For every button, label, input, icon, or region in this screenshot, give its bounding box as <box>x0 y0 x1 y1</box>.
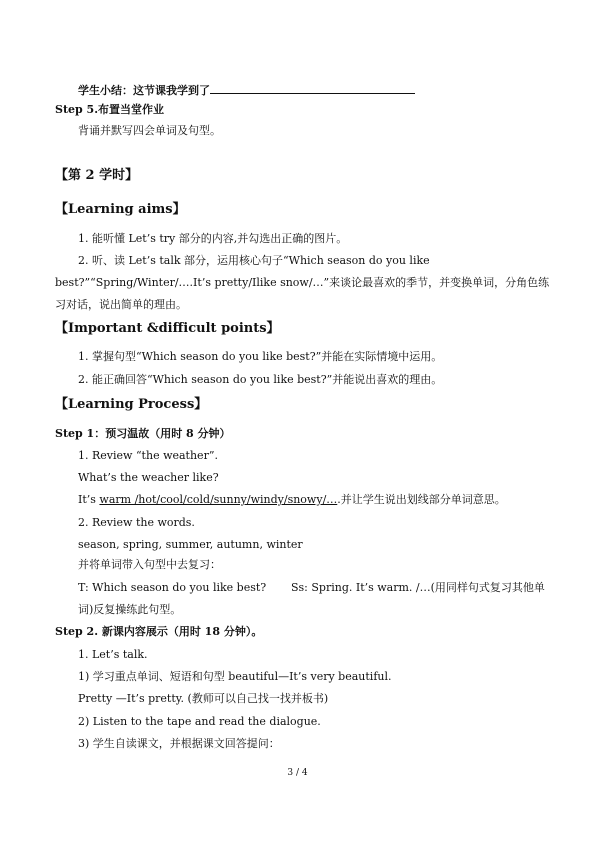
step2-point-3: 3) 学生自读课文，并根据课文回答提问： <box>78 737 280 750</box>
aims-item-2-line-3: 习对话，说出简单的理由。 <box>55 298 187 311</box>
lesson2-heading: 【第 2 学时】 <box>55 168 139 183</box>
step2-lets-talk: 1. Let’s talk. <box>78 648 148 661</box>
step1-dialog-students: Ss: Spring. It’s warm. /…(用同样句式复习其他单 <box>291 581 545 594</box>
step1-question: What’s the weacher like? <box>78 471 219 484</box>
step1-answer-underlined: warm /hot/cool/cold/sunny/windy/snowy/… <box>99 493 338 506</box>
step1-dialog-continued: 词)反复操练此句型。 <box>78 603 182 616</box>
step1-dialog-teacher: T: Which season do you like best? <box>78 581 267 594</box>
aims-item-2-line-2: best?”“Spring/Winter/….It’s pretty/Ilike snow/…”来谈论最喜欢的季节，并变换单词，分角色练 <box>55 276 550 289</box>
step1-answer-prefix: It’s <box>78 493 100 506</box>
aims-item-1: 1. 能听懂 Let’s try 部分的内容,并勾选出正确的图片。 <box>78 232 348 245</box>
step1-answer-suffix: .并让学生说出划线部分单词意思。 <box>337 493 506 506</box>
points-item-2: 2. 能正确回答“Which season do you like best?”并能说出喜欢的理由。 <box>78 373 443 386</box>
step2-pretty: Pretty —It’s pretty. (教师可以自己找一找并板书) <box>78 692 329 705</box>
step2-point-1: 1) 学习重点单词、短语和句型 beautiful—It’s very beautiful. <box>78 670 392 683</box>
summary-line <box>78 82 415 98</box>
aims-heading: 【Learning aims】 <box>55 202 186 217</box>
step1-review-weather: 1. Review “the weather”. <box>78 449 218 462</box>
step1-word-list: season, spring, summer, autumn, winter <box>78 538 303 551</box>
points-item-1: 1. 掌握句型“Which season do you like best?”并能在实际情境中运用。 <box>78 350 443 363</box>
step1-review-words: 2. Review the words. <box>78 516 195 529</box>
step5-title: Step 5.布置当堂作业 <box>55 103 165 116</box>
step1-answer <box>78 493 506 507</box>
points-heading: 【Important &difficult points】 <box>55 321 280 336</box>
process-heading: 【Learning Process】 <box>55 397 208 412</box>
step1-title: Step 1：预习温故（用时 8 分钟） <box>55 427 231 440</box>
step1-bring-into-sentence: 并将单词带入句型中去复习： <box>78 558 221 571</box>
step5-body: 背诵并默写四会单词及句型。 <box>78 124 221 137</box>
step2-point-2: 2) Listen to the tape and read the dialogue. <box>78 715 321 728</box>
aims-item-2-line-1: 2. 听、读 Let’s talk 部分，运用核心句子“Which season do you like <box>78 254 430 267</box>
page-number: 3 / 4 <box>287 768 308 778</box>
summary-blank <box>210 82 415 94</box>
summary-label: 学生小结：这节课我学到了 <box>78 84 210 97</box>
step2-title: Step 2. 新课内容展示（用时 18 分钟）。 <box>55 625 263 638</box>
